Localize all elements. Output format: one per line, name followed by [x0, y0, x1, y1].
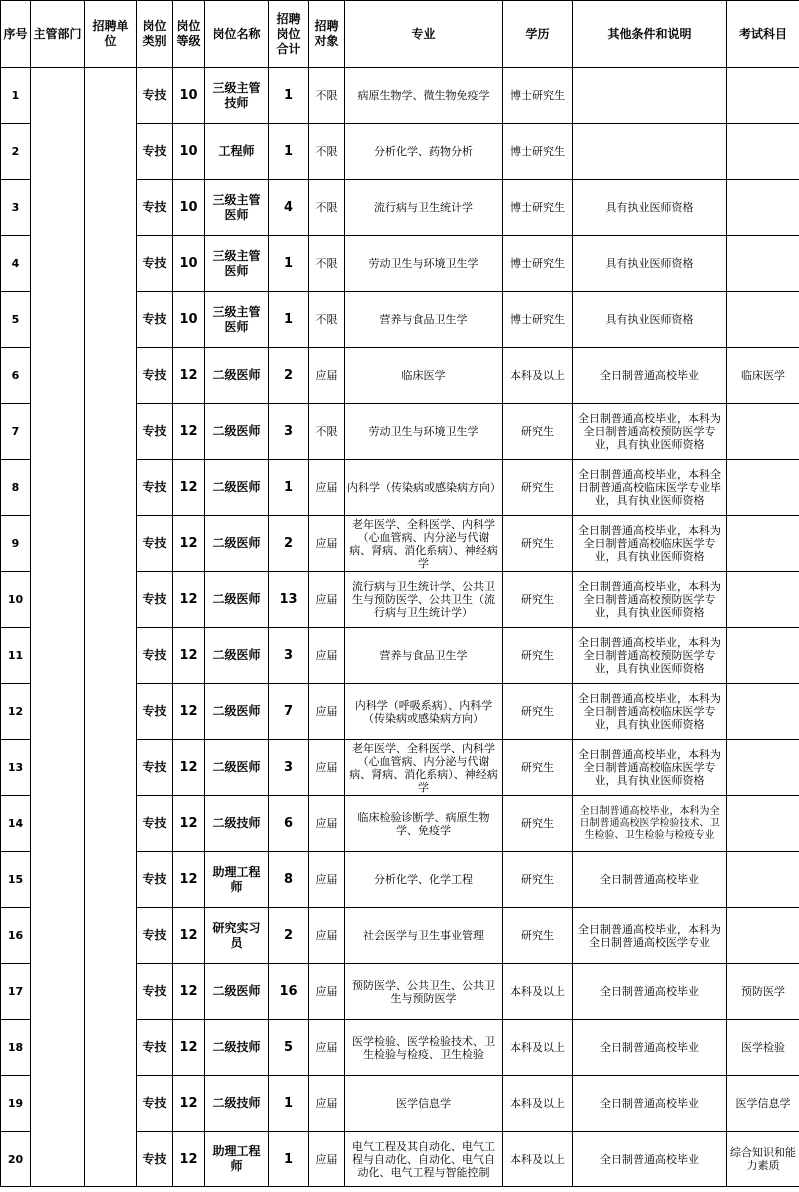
- cell-target: 应届: [309, 572, 345, 628]
- cell-position-name: 二级医师: [205, 460, 269, 516]
- cell-count: 5: [269, 1020, 309, 1076]
- cell-education: 博士研究生: [503, 68, 573, 124]
- cell-exam: [727, 68, 799, 124]
- cell-position-name: 二级医师: [205, 404, 269, 460]
- cell-count: 4: [269, 180, 309, 236]
- cell-major: 医学信息学: [345, 1076, 503, 1132]
- cell-exam: [727, 740, 799, 796]
- cell-position-name: 助理工程师: [205, 852, 269, 908]
- cell-education: 研究生: [503, 684, 573, 740]
- cell-level: 12: [173, 1132, 205, 1187]
- cell-target: 应届: [309, 460, 345, 516]
- cell-seq: 8: [1, 460, 31, 516]
- cell-level: 12: [173, 1020, 205, 1076]
- cell-target: 不限: [309, 404, 345, 460]
- cell-target: 应届: [309, 516, 345, 572]
- cell-seq: 9: [1, 516, 31, 572]
- cell-count: 2: [269, 348, 309, 404]
- table-body: [1, 68, 799, 1187]
- cell-position-name: 研究实习员: [205, 908, 269, 964]
- cell-category: 专技: [137, 348, 173, 404]
- cell-level: 12: [173, 404, 205, 460]
- cell-education: 研究生: [503, 852, 573, 908]
- cell-category: 专技: [137, 124, 173, 180]
- cell-exam: [727, 460, 799, 516]
- cell-seq: 16: [1, 908, 31, 964]
- cell-count: 8: [269, 852, 309, 908]
- header-major: 专业: [345, 1, 503, 68]
- cell-major: 社会医学与卫生事业管理: [345, 908, 503, 964]
- cell-exam: [727, 684, 799, 740]
- cell-position-name: 二级医师: [205, 628, 269, 684]
- cell-exam: 预防医学: [727, 964, 799, 1020]
- cell-education: 本科及以上: [503, 1132, 573, 1187]
- cell-education: 研究生: [503, 740, 573, 796]
- cell-count: 7: [269, 684, 309, 740]
- cell-education: 本科及以上: [503, 1076, 573, 1132]
- cell-major: 电气工程及其自动化、电气工程与自动化、自动化、电气自动化、电气工程与智能控制: [345, 1132, 503, 1187]
- header-row: [1, 1, 799, 68]
- cell-position-name: 工程师: [205, 124, 269, 180]
- cell-exam: [727, 572, 799, 628]
- cell-seq: 7: [1, 404, 31, 460]
- cell-major: 流行病与卫生统计学、公共卫生与预防医学、公共卫生（流行病与卫生统计学）: [345, 572, 503, 628]
- header-exam: 考试科目: [727, 1, 799, 68]
- cell-level: 12: [173, 964, 205, 1020]
- cell-target: 应届: [309, 964, 345, 1020]
- cell-count: 3: [269, 404, 309, 460]
- cell-education: 研究生: [503, 628, 573, 684]
- cell-seq: 11: [1, 628, 31, 684]
- cell-major: 劳动卫生与环境卫生学: [345, 404, 503, 460]
- cell-target: 应届: [309, 1020, 345, 1076]
- cell-seq: 17: [1, 964, 31, 1020]
- cell-exam: 医学信息学: [727, 1076, 799, 1132]
- header-level: 岗位等级: [173, 1, 205, 68]
- cell-target: 应届: [309, 1076, 345, 1132]
- cell-conditions: 具有执业医师资格: [573, 236, 727, 292]
- header-dept: 主管部门: [31, 1, 85, 68]
- cell-education: 研究生: [503, 796, 573, 852]
- cell-conditions: [573, 68, 727, 124]
- cell-seq: 19: [1, 1076, 31, 1132]
- cell-position-name: 三级主管医师: [205, 236, 269, 292]
- cell-conditions: 具有执业医师资格: [573, 180, 727, 236]
- cell-exam: [727, 404, 799, 460]
- cell-count: 13: [269, 572, 309, 628]
- cell-conditions: 全日制普通高校毕业: [573, 964, 727, 1020]
- cell-count: 16: [269, 964, 309, 1020]
- header-edu: 学历: [503, 1, 573, 68]
- cell-target: 不限: [309, 124, 345, 180]
- cell-target: 应届: [309, 348, 345, 404]
- cell-exam: [727, 628, 799, 684]
- cell-level: 12: [173, 1076, 205, 1132]
- cell-major: 营养与食品卫生学: [345, 628, 503, 684]
- cell-position-name: 二级技师: [205, 796, 269, 852]
- cell-conditions: 全日制普通高校毕业，本科为全日制普通高校医学检验技术、卫生检验、卫生检验与检疫专业: [573, 796, 727, 852]
- cell-level: 10: [173, 124, 205, 180]
- cell-target: 应届: [309, 628, 345, 684]
- cell-major: 内科学（呼吸系病）、内科学（传染病或感染病方向）: [345, 684, 503, 740]
- cell-count: 1: [269, 68, 309, 124]
- cell-count: 3: [269, 628, 309, 684]
- cell-seq: 2: [1, 124, 31, 180]
- cell-category: 专技: [137, 516, 173, 572]
- cell-major: 分析化学、药物分析: [345, 124, 503, 180]
- cell-education: 研究生: [503, 516, 573, 572]
- cell-conditions: 全日制普通高校毕业: [573, 1132, 727, 1187]
- cell-level: 10: [173, 236, 205, 292]
- cell-seq: 12: [1, 684, 31, 740]
- cell-category: 专技: [137, 292, 173, 348]
- cell-seq: 13: [1, 740, 31, 796]
- cell-count: 2: [269, 516, 309, 572]
- cell-position-name: 三级主管医师: [205, 292, 269, 348]
- cell-target: 不限: [309, 180, 345, 236]
- cell-level: 12: [173, 796, 205, 852]
- cell-count: 1: [269, 236, 309, 292]
- header-target: 招聘对象: [309, 1, 345, 68]
- cell-conditions: 全日制普通高校毕业，本科全日制普通高校临床医学专业毕业，具有执业医师资格: [573, 460, 727, 516]
- cell-exam: [727, 796, 799, 852]
- cell-level: 12: [173, 740, 205, 796]
- cell-category: 专技: [137, 1132, 173, 1187]
- cell-position-name: 二级医师: [205, 684, 269, 740]
- cell-exam: 医学检验: [727, 1020, 799, 1076]
- cell-target: 不限: [309, 236, 345, 292]
- cell-target: 应届: [309, 908, 345, 964]
- cell-count: 1: [269, 292, 309, 348]
- cell-education: 博士研究生: [503, 124, 573, 180]
- cell-target: 应届: [309, 740, 345, 796]
- cell-count: 1: [269, 124, 309, 180]
- cell-position-name: 三级主管医师: [205, 180, 269, 236]
- cell-category: 专技: [137, 628, 173, 684]
- cell-level: 12: [173, 460, 205, 516]
- cell-count: 1: [269, 460, 309, 516]
- cell-education: 博士研究生: [503, 236, 573, 292]
- cell-exam: 综合知识和能力素质: [727, 1132, 799, 1187]
- cell-category: 专技: [137, 236, 173, 292]
- cell-conditions: 全日制普通高校毕业: [573, 1020, 727, 1076]
- cell-exam: [727, 124, 799, 180]
- cell-category: 专技: [137, 460, 173, 516]
- header-unit: 招聘单位: [85, 1, 137, 68]
- cell-category: 专技: [137, 1076, 173, 1132]
- cell-education: 研究生: [503, 908, 573, 964]
- cell-target: 应届: [309, 852, 345, 908]
- header-name: 岗位名称: [205, 1, 269, 68]
- cell-conditions: 全日制普通高校毕业: [573, 1076, 727, 1132]
- cell-position-name: 二级技师: [205, 1076, 269, 1132]
- cell-position-name: 二级医师: [205, 572, 269, 628]
- cell-position-name: 二级医师: [205, 740, 269, 796]
- cell-education: 本科及以上: [503, 1020, 573, 1076]
- cell-education: 本科及以上: [503, 964, 573, 1020]
- cell-conditions: 全日制普通高校毕业，本科为全日制普通高校预防医学专业，具有执业医师资格: [573, 572, 727, 628]
- cell-exam: 临床医学: [727, 348, 799, 404]
- cell-exam: [727, 516, 799, 572]
- cell-level: 12: [173, 572, 205, 628]
- table-row: [1, 68, 799, 124]
- cell-conditions: 具有执业医师资格: [573, 292, 727, 348]
- cell-category: 专技: [137, 964, 173, 1020]
- cell-category: 专技: [137, 684, 173, 740]
- cell-count: 1: [269, 1076, 309, 1132]
- cell-major: 病原生物学、微生物免疫学: [345, 68, 503, 124]
- cell-level: 12: [173, 348, 205, 404]
- cell-exam: [727, 180, 799, 236]
- cell-education: 研究生: [503, 572, 573, 628]
- cell-conditions: 全日制普通高校毕业，本科为全日制普通高校临床医学专业，具有执业医师资格: [573, 516, 727, 572]
- cell-seq: 1: [1, 68, 31, 124]
- cell-category: 专技: [137, 404, 173, 460]
- cell-count: 1: [269, 1132, 309, 1187]
- cell-position-name: 二级技师: [205, 1020, 269, 1076]
- cell-exam: [727, 908, 799, 964]
- cell-major: 医学检验、医学检验技术、卫生检验与检疫、卫生检验: [345, 1020, 503, 1076]
- cell-major: 预防医学、公共卫生、公共卫生与预防医学: [345, 964, 503, 1020]
- cell-major: 分析化学、化学工程: [345, 852, 503, 908]
- cell-major: 营养与食品卫生学: [345, 292, 503, 348]
- cell-category: 专技: [137, 740, 173, 796]
- cell-seq: 4: [1, 236, 31, 292]
- cell-category: 专技: [137, 908, 173, 964]
- cell-level: 12: [173, 684, 205, 740]
- cell-count: 6: [269, 796, 309, 852]
- cell-unit: [85, 68, 137, 1187]
- cell-target: 应届: [309, 796, 345, 852]
- cell-dept: [31, 68, 85, 1187]
- cell-education: 研究生: [503, 460, 573, 516]
- cell-category: 专技: [137, 572, 173, 628]
- cell-exam: [727, 236, 799, 292]
- cell-level: 12: [173, 628, 205, 684]
- cell-level: 10: [173, 292, 205, 348]
- cell-conditions: 全日制普通高校毕业: [573, 852, 727, 908]
- cell-conditions: [573, 124, 727, 180]
- header-category: 岗位类别: [137, 1, 173, 68]
- cell-position-name: 二级医师: [205, 964, 269, 1020]
- cell-conditions: 全日制普通高校毕业: [573, 348, 727, 404]
- cell-target: 应届: [309, 684, 345, 740]
- cell-conditions: 全日制普通高校毕业，本科为全日制普通高校预防医学专业，具有执业医师资格: [573, 404, 727, 460]
- cell-major: 内科学（传染病或感染病方向）: [345, 460, 503, 516]
- cell-level: 12: [173, 516, 205, 572]
- header-count: 招聘岗位合计: [269, 1, 309, 68]
- cell-seq: 18: [1, 1020, 31, 1076]
- cell-conditions: 全日制普通高校毕业，本科为全日制普通高校预防医学专业，具有执业医师资格: [573, 628, 727, 684]
- cell-seq: 6: [1, 348, 31, 404]
- cell-conditions: 全日制普通高校毕业，本科为全日制普通高校医学专业: [573, 908, 727, 964]
- cell-seq: 3: [1, 180, 31, 236]
- cell-count: 2: [269, 908, 309, 964]
- cell-conditions: 全日制普通高校毕业，本科为全日制普通高校临床医学专业，具有执业医师资格: [573, 740, 727, 796]
- cell-seq: 10: [1, 572, 31, 628]
- cell-seq: 20: [1, 1132, 31, 1187]
- cell-major: 临床检验诊断学、病原生物学、免疫学: [345, 796, 503, 852]
- cell-target: 不限: [309, 292, 345, 348]
- cell-level: 10: [173, 68, 205, 124]
- cell-category: 专技: [137, 180, 173, 236]
- cell-exam: [727, 852, 799, 908]
- cell-count: 3: [269, 740, 309, 796]
- cell-education: 博士研究生: [503, 180, 573, 236]
- cell-major: 劳动卫生与环境卫生学: [345, 236, 503, 292]
- cell-category: 专技: [137, 68, 173, 124]
- cell-level: 12: [173, 908, 205, 964]
- cell-position-name: 二级医师: [205, 516, 269, 572]
- cell-seq: 15: [1, 852, 31, 908]
- cell-position-name: 助理工程师: [205, 1132, 269, 1187]
- cell-education: 本科及以上: [503, 348, 573, 404]
- cell-target: 应届: [309, 1132, 345, 1187]
- cell-category: 专技: [137, 1020, 173, 1076]
- cell-position-name: 三级主管技师: [205, 68, 269, 124]
- cell-education: 博士研究生: [503, 292, 573, 348]
- cell-seq: 14: [1, 796, 31, 852]
- header-cond: 其他条件和说明: [573, 1, 727, 68]
- cell-major: 临床医学: [345, 348, 503, 404]
- cell-major: 老年医学、全科医学、内科学（心血管病、内分泌与代谢病、肾病、消化系病）、神经病学: [345, 740, 503, 796]
- cell-major: 流行病与卫生统计学: [345, 180, 503, 236]
- cell-major: 老年医学、全科医学、内科学（心血管病、内分泌与代谢病、肾病、消化系病）、神经病学: [345, 516, 503, 572]
- cell-level: 10: [173, 180, 205, 236]
- cell-education: 研究生: [503, 404, 573, 460]
- cell-position-name: 二级医师: [205, 348, 269, 404]
- cell-category: 专技: [137, 852, 173, 908]
- cell-level: 12: [173, 852, 205, 908]
- cell-conditions: 全日制普通高校毕业，本科为全日制普通高校临床医学专业，具有执业医师资格: [573, 684, 727, 740]
- cell-seq: 5: [1, 292, 31, 348]
- header-seq: 序号: [1, 1, 31, 68]
- cell-category: 专技: [137, 796, 173, 852]
- cell-target: 不限: [309, 68, 345, 124]
- cell-exam: [727, 292, 799, 348]
